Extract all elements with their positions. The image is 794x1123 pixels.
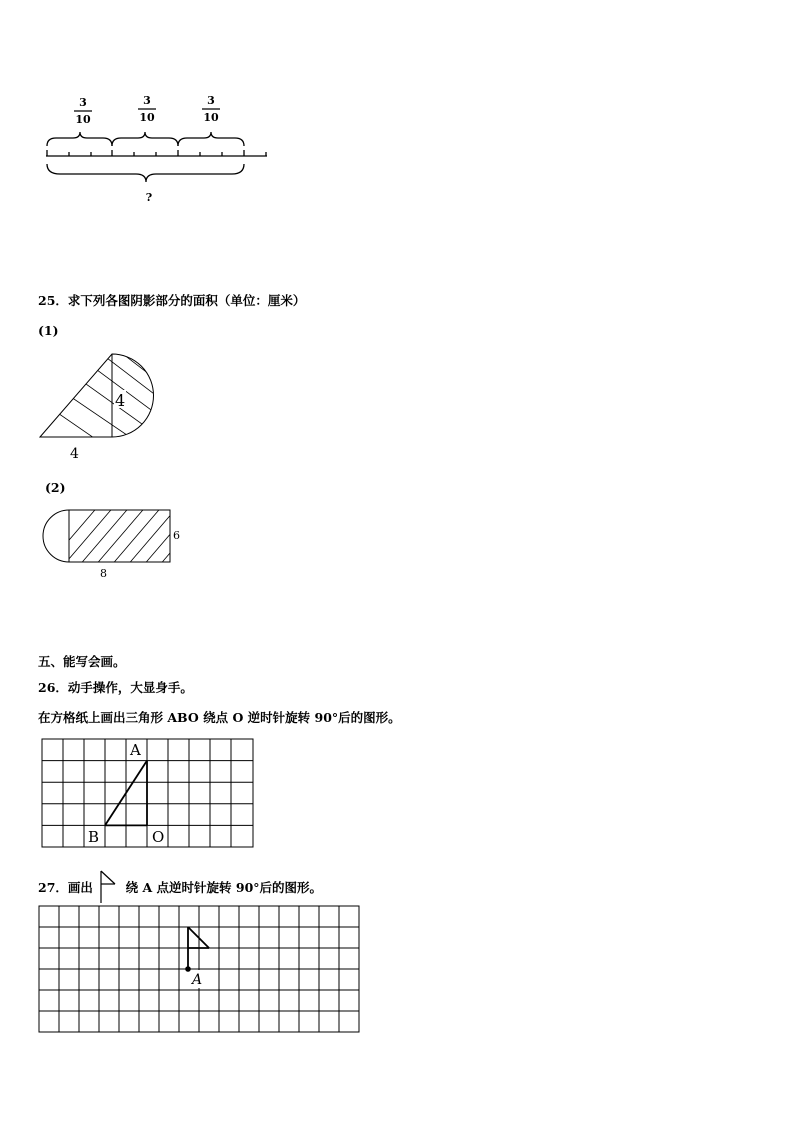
point-o-label: O (152, 828, 165, 846)
figure-2-label: (2) (45, 480, 66, 495)
question-26-grid (38, 735, 258, 851)
question-27-title-start: 27．画出 (38, 880, 93, 895)
figure-1-label: (1) (38, 323, 59, 338)
question-26-title: 26．动手操作，大显身手。 (38, 680, 193, 695)
question-27-grid (36, 903, 362, 1035)
figure-1-height-label: 4 (115, 391, 126, 410)
fraction-number-line (36, 88, 276, 208)
total-question-mark: ? (145, 191, 153, 204)
fraction-2-numerator: 3 (143, 94, 151, 107)
point-b-label: B (88, 828, 100, 846)
section-5-title: 五、能写会画。 (38, 654, 126, 669)
fraction-1-denominator: 10 (75, 113, 91, 126)
question-27-title-end: 绕 A 点逆时针旋转 90°后的图形。 (125, 880, 323, 895)
fraction-2-denominator: 10 (139, 111, 155, 124)
fraction-1-numerator: 3 (79, 96, 87, 109)
point-a-label: A (130, 741, 141, 759)
figure-2-length-label: 8 (100, 567, 107, 580)
figure-2-height-label: 6 (173, 529, 180, 542)
figure-1-base-label: 4 (70, 446, 79, 462)
point-a-label-q27: A (192, 972, 203, 988)
flag-shape-icon (98, 870, 120, 904)
fraction-3-denominator: 10 (203, 111, 219, 124)
figure-2-rectangle-semicircle (36, 504, 186, 584)
question-25-title: 25．求下列各图阴影部分的面积（单位：厘米） (38, 293, 306, 308)
fraction-3-numerator: 3 (207, 94, 215, 107)
question-27-title (38, 870, 322, 904)
question-26-instruction: 在方格纸上画出三角形 ABO 绕点 O 逆时针旋转 90°后的图形。 (38, 710, 401, 725)
figure-1-triangle-semicircle (36, 350, 166, 466)
